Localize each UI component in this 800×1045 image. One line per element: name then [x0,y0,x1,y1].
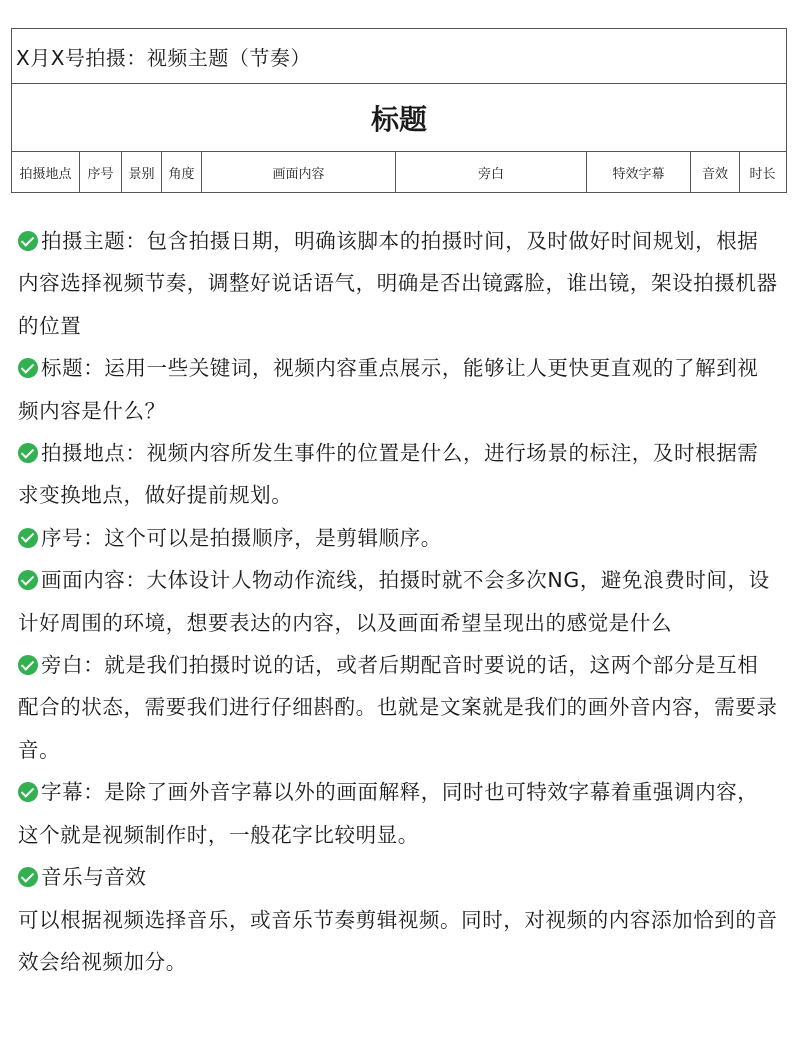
check-circle-icon [18,528,38,548]
list-item-text: 拍摄主题：包含拍摄日期，明确该脚本的拍摄时间，及时做好时间规划，根据内容选择视频节奏，调整好说话语气，明确是否出镜露脸，谁出镜，架设拍摄机器的位置 [18,229,778,338]
column-header-number: 序号 [80,152,122,192]
column-header-shot-size: 景别 [122,152,162,192]
column-header-angle: 角度 [162,152,202,192]
list-item [18,432,778,517]
check-circle-icon [18,655,38,675]
list-item-text: 字幕：是除了画外音字幕以外的画面解释，同时也可特效字幕着重强调内容，这个就是视频制作时，一般花字比较明显。 [18,780,759,847]
check-circle-icon [18,867,38,887]
column-header-sound-effects: 音效 [691,152,740,192]
column-header-narration: 旁白 [396,152,587,192]
explanation-list [18,220,778,983]
check-circle-icon [18,358,38,378]
column-header-effect-subtitles: 特效字幕 [587,152,691,192]
table-column-headers [12,152,786,192]
table-title-row [12,84,786,152]
check-circle-icon [18,570,38,590]
list-item [18,220,778,347]
list-item [18,347,778,432]
list-item [18,856,778,898]
column-header-frame-content: 画面内容 [202,152,396,192]
footer-paragraph: 可以根据视频选择音乐，或音乐节奏剪辑视频。同时，对视频的内容添加恰到的音效会给视频加分。 [18,907,778,974]
table-title: 标题 [370,102,427,136]
list-item-text: 拍摄地点：视频内容所发生事件的位置是什么，进行场景的标注，及时根据需求变换地点，做好提前规划。 [18,441,759,508]
script-template-table [11,28,787,193]
list-item [18,517,778,559]
list-item-text: 标题：运用一些关键词，视频内容重点展示，能够让人更快更直观的了解到视频内容是什么？ [18,356,759,423]
list-item-text: 音乐与音效 [41,865,147,890]
column-header-duration: 时长 [749,166,776,182]
column-header-location: 拍摄地点 [12,152,80,192]
list-item-text: 序号：这个可以是拍摄顺序，是剪辑顺序。 [41,525,442,550]
list-item-text: 画面内容：大体设计人物动作流线，拍摄时就不会多次NG，避免浪费时间，设计好周围的环境，想要表达的内容，以及画面希望呈现出的感觉是什么 [18,568,770,635]
shoot-date-topic: X月X号拍摄：视频主题（节奏） [16,45,311,70]
check-circle-icon [18,443,38,463]
list-item [18,771,778,856]
check-circle-icon [18,782,38,802]
list-item-text: 旁白：就是我们拍摄时说的话，或者后期配音时要说的话，这两个部分是互相配合的状态，需要我们进行仔细斟酌。也就是文案就是我们的画外音内容，需要录音。 [18,653,778,762]
table-header-row [12,29,786,84]
list-item [18,559,778,644]
check-circle-icon [18,231,38,251]
list-item [18,644,778,771]
